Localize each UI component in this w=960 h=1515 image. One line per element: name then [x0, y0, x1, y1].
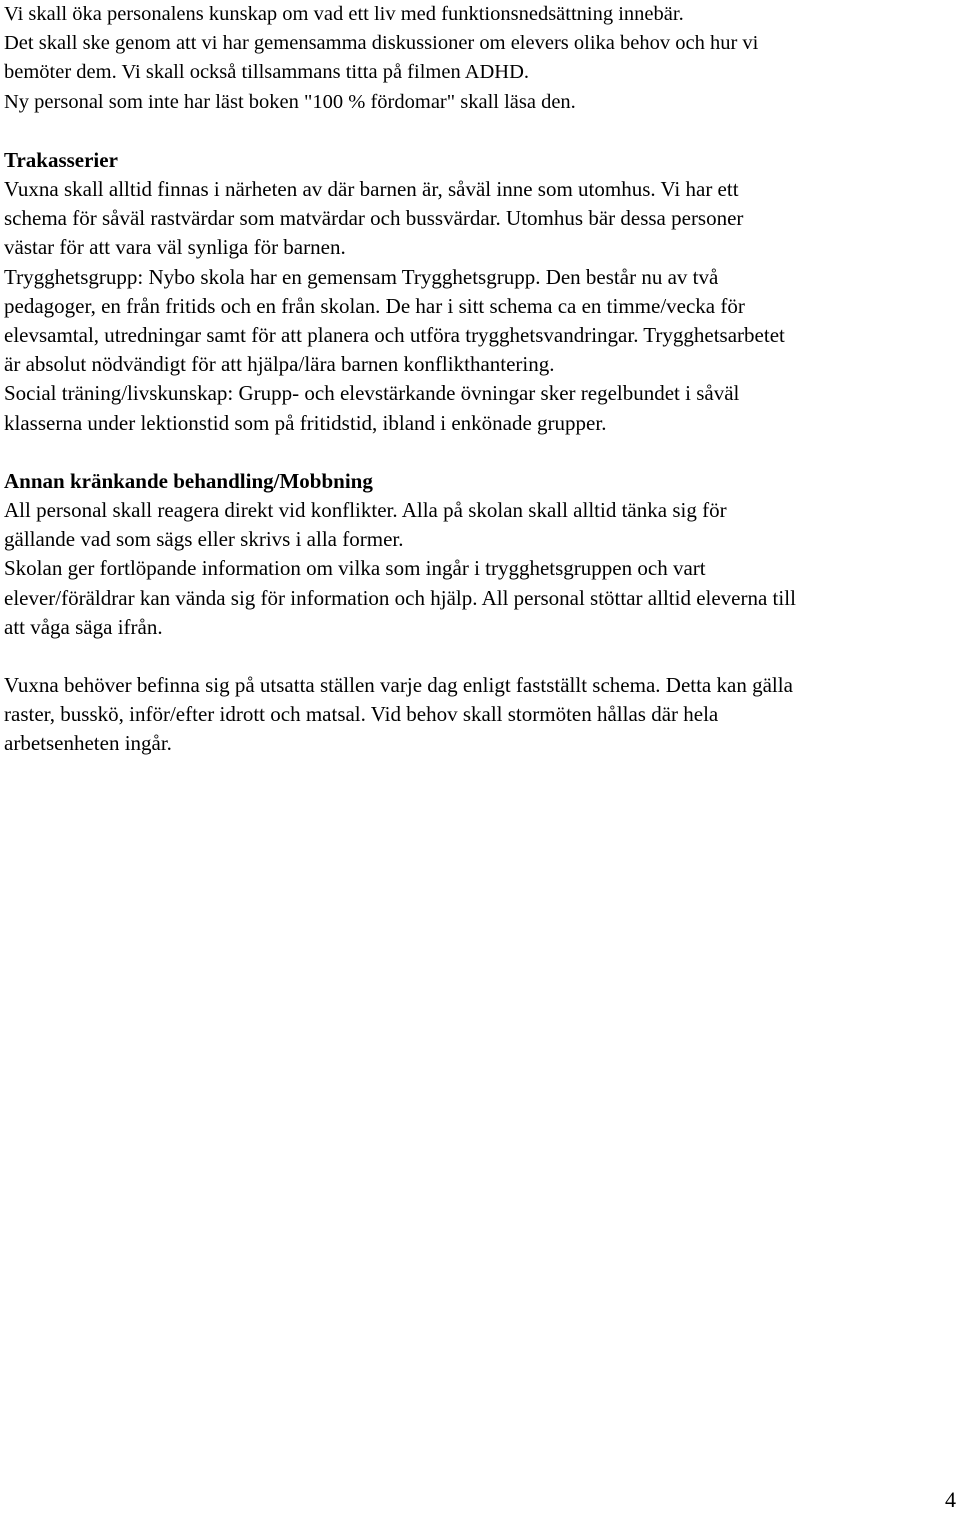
document-page — [4, 0, 960, 759]
section-heading: Trakasserier — [4, 147, 118, 172]
intro-paragraph — [4, 0, 960, 117]
body-line: gällande vad som sägs eller skrivs i alla former. — [4, 527, 404, 552]
body-line: Trygghetsgrupp: Nybo skola har en gemensam Trygghetsgrupp. Den består nu av två — [4, 264, 719, 289]
body-line: Vuxna behöver befinna sig på utsatta ställen varje dag enligt fastställt schema. Detta kan gälla — [4, 673, 793, 698]
closing-paragraph — [4, 671, 960, 759]
body-line: elevsamtal, utredningar samt för att planera och utföra trygghetsvandringar. Trygghetsarbetet — [4, 323, 785, 348]
section-heading: Annan kränkande behandling/Mobbning — [4, 468, 373, 493]
spacer — [4, 117, 960, 146]
body-line: elever/föräldrar kan vända sig för information och hjälp. All personal stöttar alltid eleverna till — [4, 585, 796, 610]
body-line: att våga säga ifrån. — [4, 614, 163, 639]
body-line: arbetsenheten ingår. — [4, 731, 172, 756]
body-line: All personal skall reagera direkt vid konflikter. Alla på skolan skall alltid tänka sig för — [4, 498, 727, 523]
intro-line: Vi skall öka personalens kunskap om vad ett liv med funktionsnedsättning innebär. — [4, 3, 684, 25]
intro-line: Ny personal som inte har läst boken "100 % fördomar" skall läsa den. — [4, 90, 576, 113]
body-line: Skolan ger fortlöpande information om vilka som ingår i trygghetsgruppen och vart — [4, 556, 706, 581]
section-trakasserier — [4, 146, 960, 438]
body-line: klasserna under lektionstid som på fritidstid, ibland i enkönade grupper. — [4, 410, 607, 435]
body-line: schema för såväl rastvärdar som matvärdar och bussvärdar. Utomhus bär dessa personer — [4, 206, 744, 231]
intro-line: bemöter dem. Vi skall också tillsammans titta på filmen ADHD. — [4, 61, 530, 84]
body-line: Vuxna skall alltid finnas i närheten av där barnen är, såväl inne som utomhus. Vi har ett — [4, 177, 739, 202]
section-mobbning — [4, 467, 960, 642]
body-line: västar för att vara väl synliga för barnen. — [4, 235, 346, 260]
body-line: pedagoger, en från fritids och en från skolan. De har i sitt schema ca en timme/vecka för — [4, 293, 745, 318]
body-line: Social träning/livskunskap: Grupp- och elevstärkande övningar sker regelbundet i såväl — [4, 381, 740, 406]
spacer — [4, 642, 960, 671]
page-number: 4 — [945, 1487, 956, 1512]
intro-line: Det skall ske genom att vi har gemensamma diskussioner om elevers olika behov och hur vi — [4, 32, 759, 55]
body-line: är absolut nödvändigt för att hjälpa/lära barnen konflikthantering. — [4, 352, 555, 377]
body-line: raster, busskö, inför/efter idrott och matsal. Vid behov skall stormöten hållas där hela — [4, 702, 719, 727]
spacer — [4, 438, 960, 467]
